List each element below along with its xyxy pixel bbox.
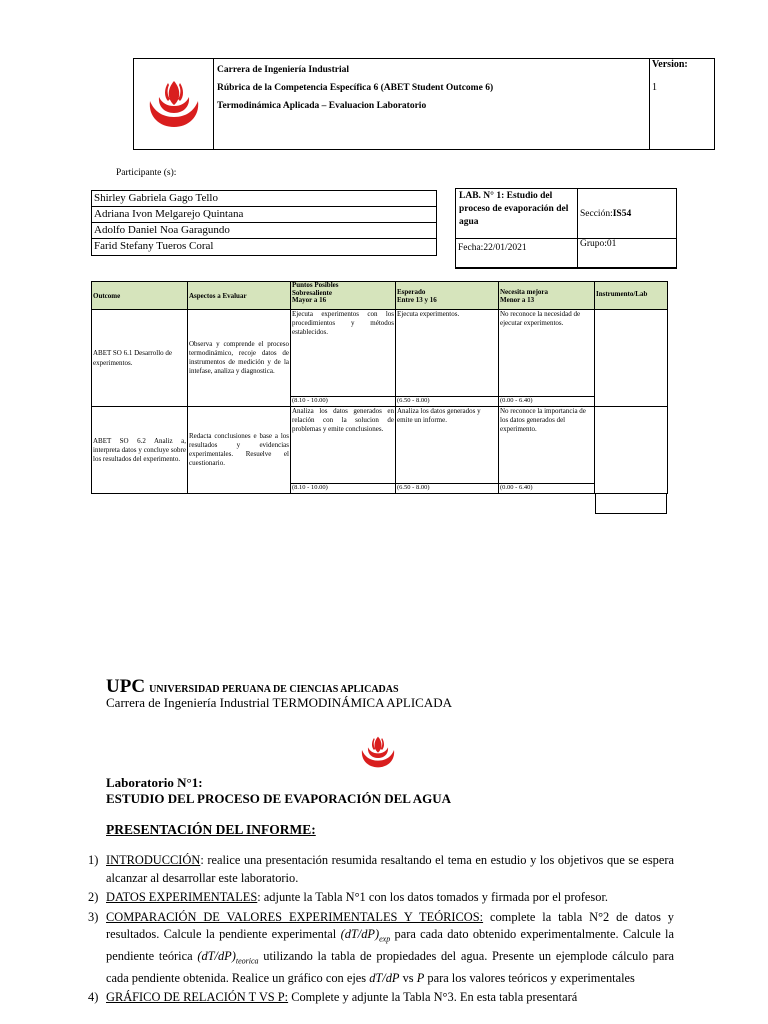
- header-esperado-range: Entre 13 y 16: [397, 295, 437, 304]
- header-outcome: Outcome: [92, 282, 188, 310]
- header-sobresaliente: [291, 282, 396, 310]
- participant-name: Shirley Gabriela Gago Tello: [92, 191, 436, 207]
- header-sobresaliente-label: Sobresaliente: [292, 288, 332, 297]
- row2-range-3: (0.00 - 6.40): [499, 484, 595, 494]
- lab-title: LAB. N° 1: Estudio del proceso de evaporación del agua: [456, 189, 578, 239]
- upc-logo-icon: [134, 59, 214, 149]
- row1-range-2: (6.50 - 8.00): [396, 397, 499, 407]
- formula-p: P: [416, 970, 425, 985]
- row2-range-2: (6.50 - 8.00): [396, 484, 499, 494]
- formula-sub: exp: [379, 934, 391, 944]
- participant-name: Adriana Ivon Melgarejo Quintana: [92, 207, 436, 223]
- item-text: complete la tabla N°2 de datos y resultados. Calcule la pendiente experimental: [106, 909, 674, 941]
- header-line-3: Termodinámica Aplicada – Evaluacion Laboratorio: [217, 101, 427, 111]
- row2-range-1: (8.10 - 10.00): [291, 484, 396, 494]
- version-value: 1: [652, 82, 657, 93]
- row1-range-1: (8.10 - 10.00): [291, 397, 396, 407]
- header-line-2: Rúbrica de la Competencia Específica 6 (ABET Student Outcome 6): [217, 83, 494, 93]
- header-box: [133, 58, 715, 150]
- formula-text: (dT/dP): [197, 948, 236, 963]
- list-item: [88, 909, 674, 988]
- seccion-label: Sección:: [580, 209, 613, 219]
- row1-range-3: (0.00 - 6.40): [499, 397, 595, 407]
- version-label: Version:: [652, 59, 688, 70]
- presentacion-heading: PRESENTACIÓN DEL INFORME:: [106, 822, 316, 837]
- item-number: 3): [88, 909, 99, 924]
- item-text: para los valores teóricos y experimentales: [424, 970, 635, 985]
- item-text: para cada dato obtenido experimentalmente. Calcule la pendiente teórica: [106, 927, 674, 963]
- item-heading: INTRODUCCIÓN: [106, 853, 201, 867]
- lab-info-table: [455, 188, 677, 269]
- header-instrumento: Instrumento/Lab: [595, 282, 668, 310]
- row2-esperado: Analiza los datos generados y emite un informe.: [396, 407, 499, 484]
- formula-sub: teorica: [235, 956, 259, 966]
- header-line-1: Carrera de Ingeniería Industrial: [217, 65, 350, 75]
- header-necesita-label: Necesita mejora: [500, 288, 549, 296]
- item-text: utilizando la tabla de propiedades del agua. Presente un ejemplode cálculo para cada pendiente obtenida. Realice un gráfico con ejes: [106, 948, 674, 985]
- formula-text: (dT/dP): [340, 927, 380, 941]
- upc-logo-icon: [348, 722, 408, 782]
- header-puntos: Puntos Posibles: [292, 281, 339, 289]
- participants-table: [91, 190, 437, 256]
- lab-number: Laboratorio N°1:: [106, 775, 203, 790]
- instrumento-extra-cell: [595, 493, 667, 514]
- university-name: UNIVERSIDAD PERUANA DE CIENCIAS APLICADAS: [149, 684, 399, 695]
- lab-heading-title: ESTUDIO DEL PROCESO DE EVAPORACIÓN DEL AGUA: [106, 791, 452, 806]
- item-heading: GRÁFICO DE RELACIÓN T VS P:: [106, 990, 289, 1005]
- header-aspectos: Aspectos a Evaluar: [188, 282, 291, 310]
- item-text: : adjunte la Tabla N°1 con los datos tomados y firmada por el profesor.: [257, 890, 608, 904]
- list-item: [88, 889, 674, 907]
- lab-heading: [106, 775, 451, 807]
- item-number: 1): [88, 853, 99, 867]
- lab-seccion: [578, 189, 676, 239]
- row1-esperado: Ejecuta experimentos.: [396, 310, 499, 397]
- item-number: 4): [88, 990, 99, 1005]
- instructions-list: [88, 852, 674, 1009]
- item-text: : realice una presentación resumida resaltando el tema en estudio y los objetivos que se espera alcanzar al desarrollar este laboratorio.: [106, 853, 674, 885]
- participant-label: Participante (s):: [116, 168, 177, 178]
- list-item: [88, 989, 674, 1007]
- lab-fecha: Fecha:22/01/2021: [456, 239, 578, 268]
- item-heading: COMPARACIÓN DE VALORES EXPERIMENTALES Y TEÓRICOS:: [106, 909, 484, 924]
- participant-name: Adolfo Daniel Noa Garagundo: [92, 223, 436, 239]
- seccion-value: IS54: [612, 209, 632, 219]
- upc-acronym: UPC: [106, 676, 146, 697]
- row1-necesita: No reconoce la necesidad de ejecutar experimentos.: [499, 310, 595, 397]
- row2-aspecto: Redacta conclusiones e base a los resultados y evidencias experimentales. Resuelve el cuestionario.: [188, 407, 291, 494]
- rubric-table: [91, 281, 668, 494]
- row1-outcome: ABET SO 6.1 Desarrollo de experimentos.: [92, 310, 188, 407]
- upc-logo: [134, 59, 214, 149]
- header-sobresaliente-range: Mayor a 16: [292, 296, 327, 304]
- formula-exp: [340, 927, 391, 944]
- header-text: [214, 59, 650, 149]
- row1-aspecto: Observa y comprende el proceso termodinámico, recoje datos de instrumentos de medición y de la intefase, analiza y diagnostica.: [188, 310, 291, 407]
- row2-necesita: No reconoce la importancia de los datos generados del experimento.: [499, 407, 595, 484]
- carrera-line: Carrera de Ingeniería Industrial TERMODINÁMICA APLICADA: [106, 695, 452, 710]
- row2-outcome: ABET SO 6.2 Analiz a, interpreta datos y concluye sobre los resultados del experimento.: [92, 407, 188, 494]
- row2-sobresaliente: Analiza los datos generados en relación con la solucion de problemas y emite conclusiones.: [291, 407, 396, 484]
- lab-grupo: Grupo:01: [580, 239, 617, 249]
- row2-instrumento: [595, 407, 668, 494]
- formula-dtdp: dT/dP: [369, 970, 400, 985]
- participant-name: Farid Stefany Tueros Coral: [94, 240, 214, 252]
- header-necesita-range: Menor a 13: [500, 295, 535, 304]
- item-text: Complete y adjunte la Tabla N°3. En esta tabla presentará: [288, 990, 578, 1005]
- item-heading: DATOS EXPERIMENTALES: [106, 890, 258, 904]
- item-number: 2): [88, 890, 99, 904]
- header-necesita: [499, 282, 595, 310]
- version-cell: [650, 59, 714, 149]
- header-esperado-label: Esperado: [397, 288, 426, 296]
- item-text: vs: [399, 970, 417, 985]
- list-item: [88, 852, 674, 887]
- header-esperado: [396, 282, 499, 310]
- row1-instrumento: [595, 310, 668, 407]
- formula-teorica: [197, 948, 259, 966]
- row1-sobresaliente: Ejecuta experimentos con los procedimientos y métodos establecidos.: [291, 310, 396, 397]
